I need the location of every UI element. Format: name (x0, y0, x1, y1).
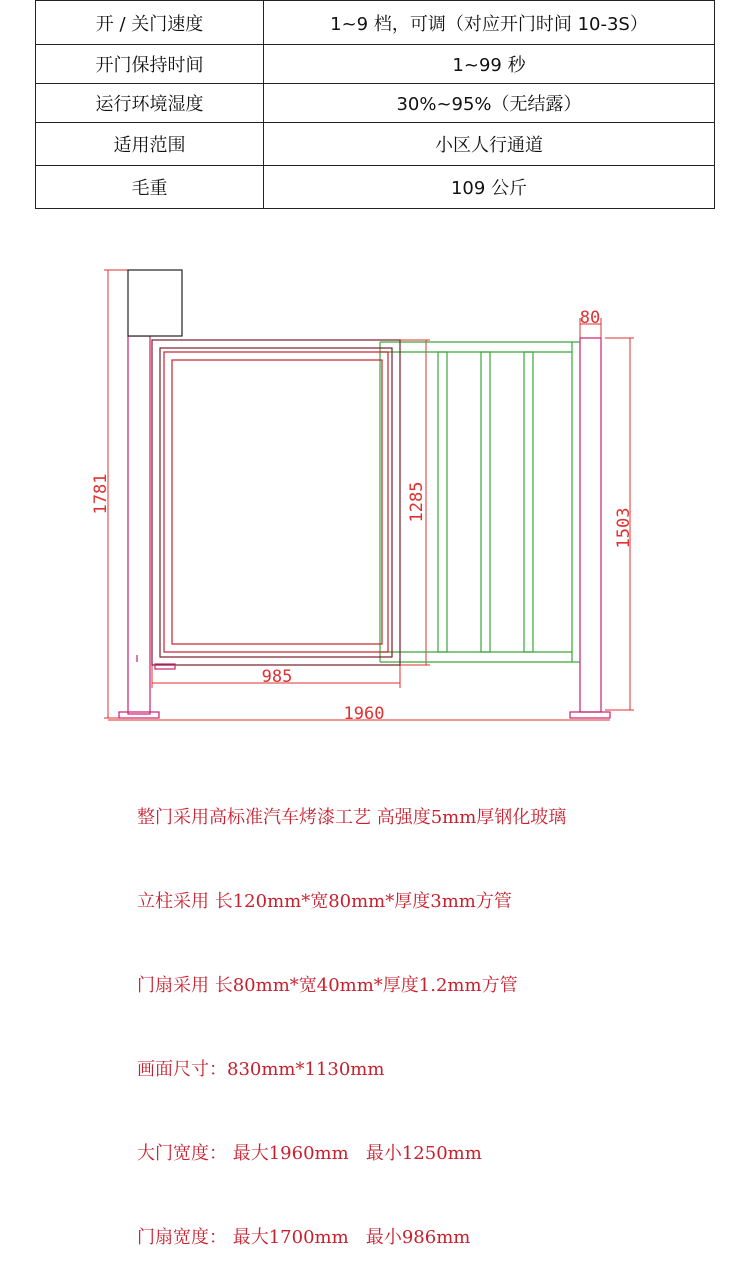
gate-glass-outer (164, 352, 388, 652)
gate-outer-frame (152, 340, 400, 665)
left-post (119, 336, 159, 718)
spec-label: 运行环境湿度 (36, 84, 264, 123)
motor-box (128, 270, 182, 336)
dim-label-post-width: 80 (579, 308, 601, 328)
spec-label: 开 / 关门速度 (36, 1, 264, 45)
dim-label-total-height: 1781 (91, 473, 111, 515)
right-post-body (580, 338, 601, 712)
note-line: 门扇宽度： 最大1700mm 最小986mm (137, 1227, 471, 1248)
dim-label-gate-width: 985 (261, 667, 293, 687)
right-post-base (570, 712, 610, 718)
gate-frame (152, 340, 400, 669)
spec-label: 开门保持时间 (36, 45, 264, 84)
spec-value: 109 公斤 (264, 166, 715, 209)
spec-value: 小区人行通道 (264, 123, 715, 166)
spec-value: 30%~95%（无结露） (264, 84, 715, 123)
note-line: 画面尺寸：830mm*1130mm (137, 1059, 385, 1080)
dim-label-fence-height: 1503 (614, 507, 634, 549)
fence-bar (481, 352, 490, 652)
right-post (570, 338, 610, 718)
motor-box-rect (128, 270, 182, 336)
dim-label-total-width: 1960 (343, 704, 385, 724)
left-post-body (128, 336, 150, 714)
gate-middle-frame (160, 348, 392, 657)
spec-label: 适用范围 (36, 123, 264, 166)
note-line: 整门采用高标准汽车烤漆工艺 高强度5mm厚钢化玻璃 (137, 807, 567, 828)
left-post-base (119, 712, 159, 718)
spec-label: 毛重 (36, 166, 264, 209)
spec-value: 1~9 档，可调（对应开门时间 10-3S） (264, 1, 715, 45)
fence-bar (438, 352, 447, 652)
dim-label-gate-height: 1285 (407, 481, 427, 523)
note-line: 门扇采用 长80mm*宽40mm*厚度1.2mm方管 (137, 975, 518, 996)
fence-bar (524, 352, 533, 652)
spec-notes (137, 748, 566, 1280)
gate-glass-inner (172, 360, 382, 644)
note-line: 立柱采用 长120mm*宽80mm*厚度3mm方管 (137, 891, 512, 912)
spec-value: 1~99 秒 (264, 45, 715, 84)
note-line: 大门宽度： 最大1960mm 最小1250mm (137, 1143, 482, 1164)
